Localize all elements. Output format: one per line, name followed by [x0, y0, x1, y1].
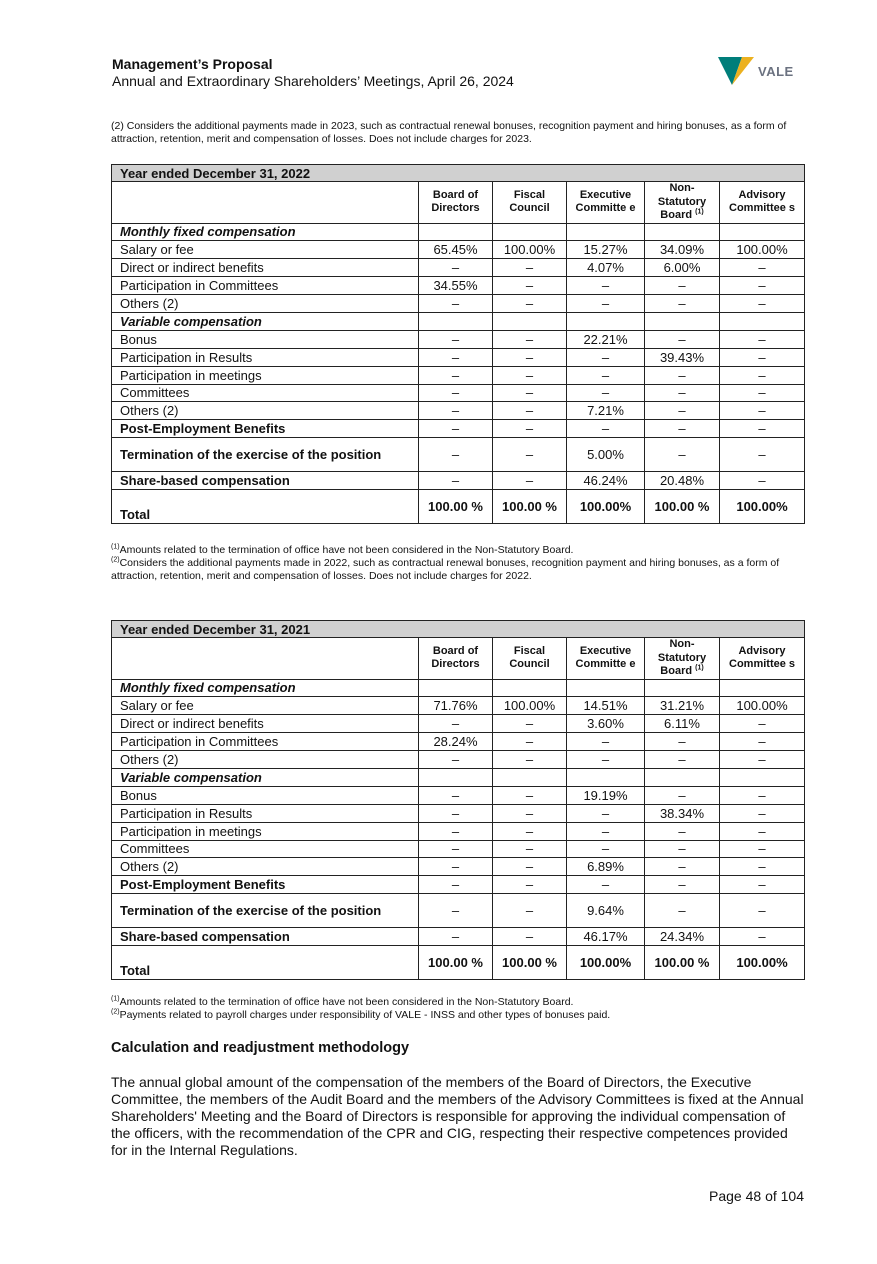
compensation-table-2021: [111, 620, 805, 980]
table-cell: [645, 768, 720, 786]
row-label: Others (2): [112, 402, 419, 420]
table-cell: 3.60%: [567, 715, 645, 733]
table-cell: –: [419, 715, 493, 733]
table-row: [112, 715, 805, 733]
table-cell: –: [419, 804, 493, 822]
table-cell: –: [567, 804, 645, 822]
table-cell: [567, 768, 645, 786]
empty-header-cell: [112, 182, 419, 224]
row-label: Post-Employment Benefits: [112, 876, 419, 894]
table-cell: –: [720, 715, 805, 733]
table-cell: –: [567, 295, 645, 313]
table-cell: –: [567, 366, 645, 384]
table-cell: 100.00%: [493, 697, 567, 715]
table-row: [112, 822, 805, 840]
table-cell: 4.07%: [567, 259, 645, 277]
table-cell: –: [419, 472, 493, 490]
table-cell: –: [645, 330, 720, 348]
row-label: Direct or indirect benefits: [112, 715, 419, 733]
table-cell: –: [567, 277, 645, 295]
footnote: [111, 557, 806, 583]
table-cell: –: [493, 420, 567, 438]
table-cell: 34.09%: [645, 241, 720, 259]
table-cell: –: [567, 822, 645, 840]
table-row: [112, 751, 805, 769]
table-cell: –: [720, 330, 805, 348]
table-row: [112, 384, 805, 402]
table-cell: [645, 679, 720, 697]
table-cell: 46.17%: [567, 928, 645, 946]
footnote-marker: (1): [695, 664, 704, 672]
table-row: [112, 928, 805, 946]
table-cell: –: [493, 840, 567, 858]
table-cell: [567, 223, 645, 241]
table-cell: [720, 223, 805, 241]
column-header-row: [112, 638, 805, 680]
table-cell: –: [493, 751, 567, 769]
table-cell: –: [493, 894, 567, 928]
empty-header-cell: [112, 638, 419, 680]
table-cell: –: [645, 420, 720, 438]
column-header: Fiscal Council: [493, 182, 567, 224]
table-cell: –: [493, 438, 567, 472]
table-cell: –: [419, 928, 493, 946]
table-cell: –: [493, 472, 567, 490]
table-cell: –: [645, 876, 720, 894]
row-label: Termination of the exercise of the position: [112, 438, 419, 472]
table-cell: 100.00 %: [493, 490, 567, 524]
table-cell: –: [720, 259, 805, 277]
table-cell: [493, 768, 567, 786]
row-label: Share-based compensation: [112, 928, 419, 946]
table-cell: 34.55%: [419, 277, 493, 295]
row-label: Total: [112, 490, 419, 524]
row-label: Committees: [112, 840, 419, 858]
section-heading: Calculation and readjustment methodology: [111, 1040, 410, 1056]
row-label: Salary or fee: [112, 241, 419, 259]
footnote-text: Payments related to payroll charges under responsibility of VALE - INSS and other types of bonuses paid.: [119, 1009, 611, 1021]
table-cell: [567, 679, 645, 697]
row-label: Variable compensation: [112, 768, 419, 786]
table-cell: –: [493, 277, 567, 295]
table-cell: –: [419, 366, 493, 384]
table-row: [112, 241, 805, 259]
table-row: [112, 768, 805, 786]
table-cell: –: [720, 876, 805, 894]
table-cell: 7.21%: [567, 402, 645, 420]
table-cell: 31.21%: [645, 697, 720, 715]
column-header: Non-Statutory Board $^{(1)}$: [645, 638, 720, 680]
table-cell: –: [419, 438, 493, 472]
table-cell: 46.24%: [567, 472, 645, 490]
table-cell: [419, 312, 493, 330]
table-cell: 5.00%: [567, 438, 645, 472]
table-cell: [645, 223, 720, 241]
footnote-marker: (1): [111, 543, 120, 551]
table-cell: 24.34%: [645, 928, 720, 946]
table-cell: –: [567, 384, 645, 402]
row-label: Others (2): [112, 295, 419, 313]
table-cell: –: [419, 295, 493, 313]
row-label: Salary or fee: [112, 697, 419, 715]
table-cell: 100.00%: [567, 946, 645, 980]
table-row: [112, 697, 805, 715]
table-row: [112, 894, 805, 928]
table-cell: –: [645, 786, 720, 804]
row-label: Participation in meetings: [112, 822, 419, 840]
row-label: Direct or indirect benefits: [112, 259, 419, 277]
table-row: [112, 366, 805, 384]
column-header: Non-Statutory Board $^{(1)}$: [645, 182, 720, 224]
table-cell: –: [493, 876, 567, 894]
table-cell: –: [419, 330, 493, 348]
table-row: [112, 330, 805, 348]
column-header-row: [112, 182, 805, 224]
table-cell: –: [720, 894, 805, 928]
table-cell: 100.00 %: [493, 946, 567, 980]
footnote: [111, 544, 806, 557]
table-title-row: [112, 165, 805, 182]
column-header: Board of Directors: [419, 182, 493, 224]
table-cell: 6.11%: [645, 715, 720, 733]
table-cell: –: [645, 402, 720, 420]
table-row: [112, 472, 805, 490]
row-label: Participation in Results: [112, 348, 419, 366]
table-cell: 6.89%: [567, 858, 645, 876]
table-cell: –: [567, 876, 645, 894]
table-cell: 100.00 %: [645, 946, 720, 980]
row-label: Monthly fixed compensation: [112, 679, 419, 697]
table-cell: –: [645, 840, 720, 858]
table-cell: [419, 679, 493, 697]
table-cell: –: [720, 277, 805, 295]
table-row: [112, 733, 805, 751]
table-cell: –: [493, 733, 567, 751]
footnote-marker: (1): [695, 208, 704, 216]
table-row: [112, 259, 805, 277]
table-cell: –: [645, 438, 720, 472]
table-cell: 6.00%: [645, 259, 720, 277]
table-cell: 20.48%: [645, 472, 720, 490]
table-cell: [493, 312, 567, 330]
table-cell: –: [720, 786, 805, 804]
table-cell: 9.64%: [567, 894, 645, 928]
table-cell: –: [645, 894, 720, 928]
table-cell: –: [720, 840, 805, 858]
table-cell: –: [493, 330, 567, 348]
table-cell: –: [493, 822, 567, 840]
table-cell: –: [493, 366, 567, 384]
table-title-row: [112, 621, 805, 638]
table-row: [112, 876, 805, 894]
table-cell: [645, 312, 720, 330]
table-cell: –: [419, 259, 493, 277]
table-cell: 15.27%: [567, 241, 645, 259]
table-cell: [493, 223, 567, 241]
footnote-text: Considers the additional payments made in 2022, such as contractual renewal bonuses, recognition payment and hiring bonuses, as a form of attraction, retention, merit and compensation of losses. Does not include charges for 2022.: [111, 557, 780, 582]
footnote: [111, 1009, 806, 1022]
row-label: Termination of the exercise of the position: [112, 894, 419, 928]
table-cell: –: [720, 348, 805, 366]
table-row: [112, 786, 805, 804]
table-row: [112, 804, 805, 822]
table-cell: –: [720, 733, 805, 751]
table-cell: –: [493, 928, 567, 946]
table-cell: 100.00%: [493, 241, 567, 259]
vale-logo: [718, 55, 800, 87]
table-cell: –: [567, 733, 645, 751]
table-cell: 22.21%: [567, 330, 645, 348]
table-cell: 19.19%: [567, 786, 645, 804]
table-cell: –: [720, 804, 805, 822]
table-row: [112, 348, 805, 366]
column-header: Fiscal Council: [493, 638, 567, 680]
table-cell: –: [720, 402, 805, 420]
table-cell: –: [419, 751, 493, 769]
table-cell: –: [720, 472, 805, 490]
row-label: Participation in meetings: [112, 366, 419, 384]
row-label: Monthly fixed compensation: [112, 223, 419, 241]
table-cell: –: [567, 751, 645, 769]
table-cell: –: [419, 384, 493, 402]
column-header: Executive Committe e: [567, 638, 645, 680]
table-cell: –: [720, 858, 805, 876]
table-cell: –: [493, 348, 567, 366]
table-cell: –: [720, 438, 805, 472]
table-row: [112, 679, 805, 697]
table-cell: –: [493, 804, 567, 822]
table-cell: –: [493, 259, 567, 277]
top-footnote: (2) Considers the additional payments made in 2023, such as contractual renewal bonuses, recognition payment and hiring bonuses, as a form of attraction, retention, merit and compensation of losses. Does not include charges for 2023.: [111, 120, 787, 145]
table-row: [112, 490, 805, 524]
table-cell: 100.00%: [720, 946, 805, 980]
table-cell: –: [493, 384, 567, 402]
table-cell: –: [419, 840, 493, 858]
table-cell: 100.00 %: [419, 490, 493, 524]
table-cell: [567, 312, 645, 330]
table-cell: 100.00%: [567, 490, 645, 524]
table-cell: [419, 768, 493, 786]
table-cell: –: [720, 420, 805, 438]
table-cell: –: [645, 277, 720, 295]
table-cell: –: [645, 384, 720, 402]
table-cell: –: [419, 786, 493, 804]
body-paragraph: The annual global amount of the compensation of the members of the Board of Directors, the Executive Committee, the members of the Audit Board and the members of the Advisory Committees is fixed at the Annual Shareholders' Meeting and the Board of Directors is responsible for approving the individual compensation of the officers, with the recommendation of the CPR and CIG, respecting their respective competences provided for in the Internal Regulations.: [111, 1074, 804, 1158]
row-label: Participation in Committees: [112, 733, 419, 751]
table-cell: –: [493, 858, 567, 876]
table-cell: –: [645, 751, 720, 769]
table-cell: –: [493, 786, 567, 804]
compensation-table-2022: [111, 164, 805, 524]
table-cell: –: [567, 420, 645, 438]
row-label: Bonus: [112, 786, 419, 804]
table-cell: [720, 312, 805, 330]
table-cell: 100.00%: [720, 490, 805, 524]
table-cell: –: [645, 366, 720, 384]
table-cell: –: [567, 348, 645, 366]
table-cell: –: [720, 751, 805, 769]
table-row: [112, 840, 805, 858]
table-cell: 39.43%: [645, 348, 720, 366]
row-label: Share-based compensation: [112, 472, 419, 490]
table-row: [112, 438, 805, 472]
table-cell: –: [645, 733, 720, 751]
table-cell: [493, 679, 567, 697]
footnote-marker: (2): [111, 1008, 120, 1016]
table-row: [112, 946, 805, 980]
table-cell: –: [419, 822, 493, 840]
table-cell: –: [720, 384, 805, 402]
table-cell: –: [419, 894, 493, 928]
table-title: Year ended December 31, 2021: [112, 621, 805, 638]
row-label: Others (2): [112, 751, 419, 769]
column-header: Executive Committe e: [567, 182, 645, 224]
row-label: Committees: [112, 384, 419, 402]
table-cell: –: [645, 822, 720, 840]
table-cell: –: [567, 840, 645, 858]
table-row: [112, 223, 805, 241]
table-cell: 100.00 %: [645, 490, 720, 524]
footnote: [111, 996, 806, 1009]
table-cell: –: [645, 858, 720, 876]
row-label: Post-Employment Benefits: [112, 420, 419, 438]
footnote-text: Amounts related to the termination of office have not been considered in the Non-Statutory Board.: [119, 996, 574, 1008]
table-cell: –: [720, 366, 805, 384]
table-cell: –: [419, 420, 493, 438]
row-label: Variable compensation: [112, 312, 419, 330]
table-cell: –: [720, 295, 805, 313]
table-cell: 100.00%: [720, 241, 805, 259]
table-cell: 100.00%: [720, 697, 805, 715]
row-label: Bonus: [112, 330, 419, 348]
row-label: Others (2): [112, 858, 419, 876]
table-cell: 65.45%: [419, 241, 493, 259]
table-row: [112, 277, 805, 295]
table-cell: –: [493, 402, 567, 420]
table-cell: [720, 768, 805, 786]
footnote-marker: (1): [111, 995, 120, 1003]
column-header: Board of Directors: [419, 638, 493, 680]
row-label: Total: [112, 946, 419, 980]
logo-text: VALE: [758, 64, 794, 79]
footnotes-2021: [111, 996, 806, 1022]
column-header: Advisory Committee s: [720, 182, 805, 224]
table-cell: 71.76%: [419, 697, 493, 715]
table-cell: –: [419, 402, 493, 420]
page-number: Page 48 of 104: [709, 1188, 804, 1204]
table-row: [112, 402, 805, 420]
footnotes-2022: [111, 544, 806, 583]
table-row: [112, 420, 805, 438]
table-cell: 38.34%: [645, 804, 720, 822]
row-label: Participation in Results: [112, 804, 419, 822]
table-cell: 14.51%: [567, 697, 645, 715]
table-cell: –: [645, 295, 720, 313]
footnote-marker: (2): [111, 556, 120, 564]
row-label: Participation in Committees: [112, 277, 419, 295]
table-cell: –: [493, 295, 567, 313]
table-cell: [419, 223, 493, 241]
table-title: Year ended December 31, 2022: [112, 165, 805, 182]
table-cell: –: [720, 928, 805, 946]
document-title: Management’s Proposal: [112, 56, 273, 72]
table-cell: –: [419, 876, 493, 894]
table-cell: [720, 679, 805, 697]
table-cell: –: [493, 715, 567, 733]
column-header: Advisory Committee s: [720, 638, 805, 680]
table-cell: –: [419, 858, 493, 876]
table-cell: –: [419, 348, 493, 366]
table-row: [112, 295, 805, 313]
table-cell: 28.24%: [419, 733, 493, 751]
document-subtitle: Annual and Extraordinary Shareholders’ Meetings, April 26, 2024: [112, 73, 514, 89]
table-cell: –: [720, 822, 805, 840]
footnote-text: Amounts related to the termination of office have not been considered in the Non-Statutory Board.: [119, 544, 574, 556]
table-row: [112, 858, 805, 876]
table-row: [112, 312, 805, 330]
table-cell: 100.00 %: [419, 946, 493, 980]
vale-logo-icon: [718, 55, 758, 87]
